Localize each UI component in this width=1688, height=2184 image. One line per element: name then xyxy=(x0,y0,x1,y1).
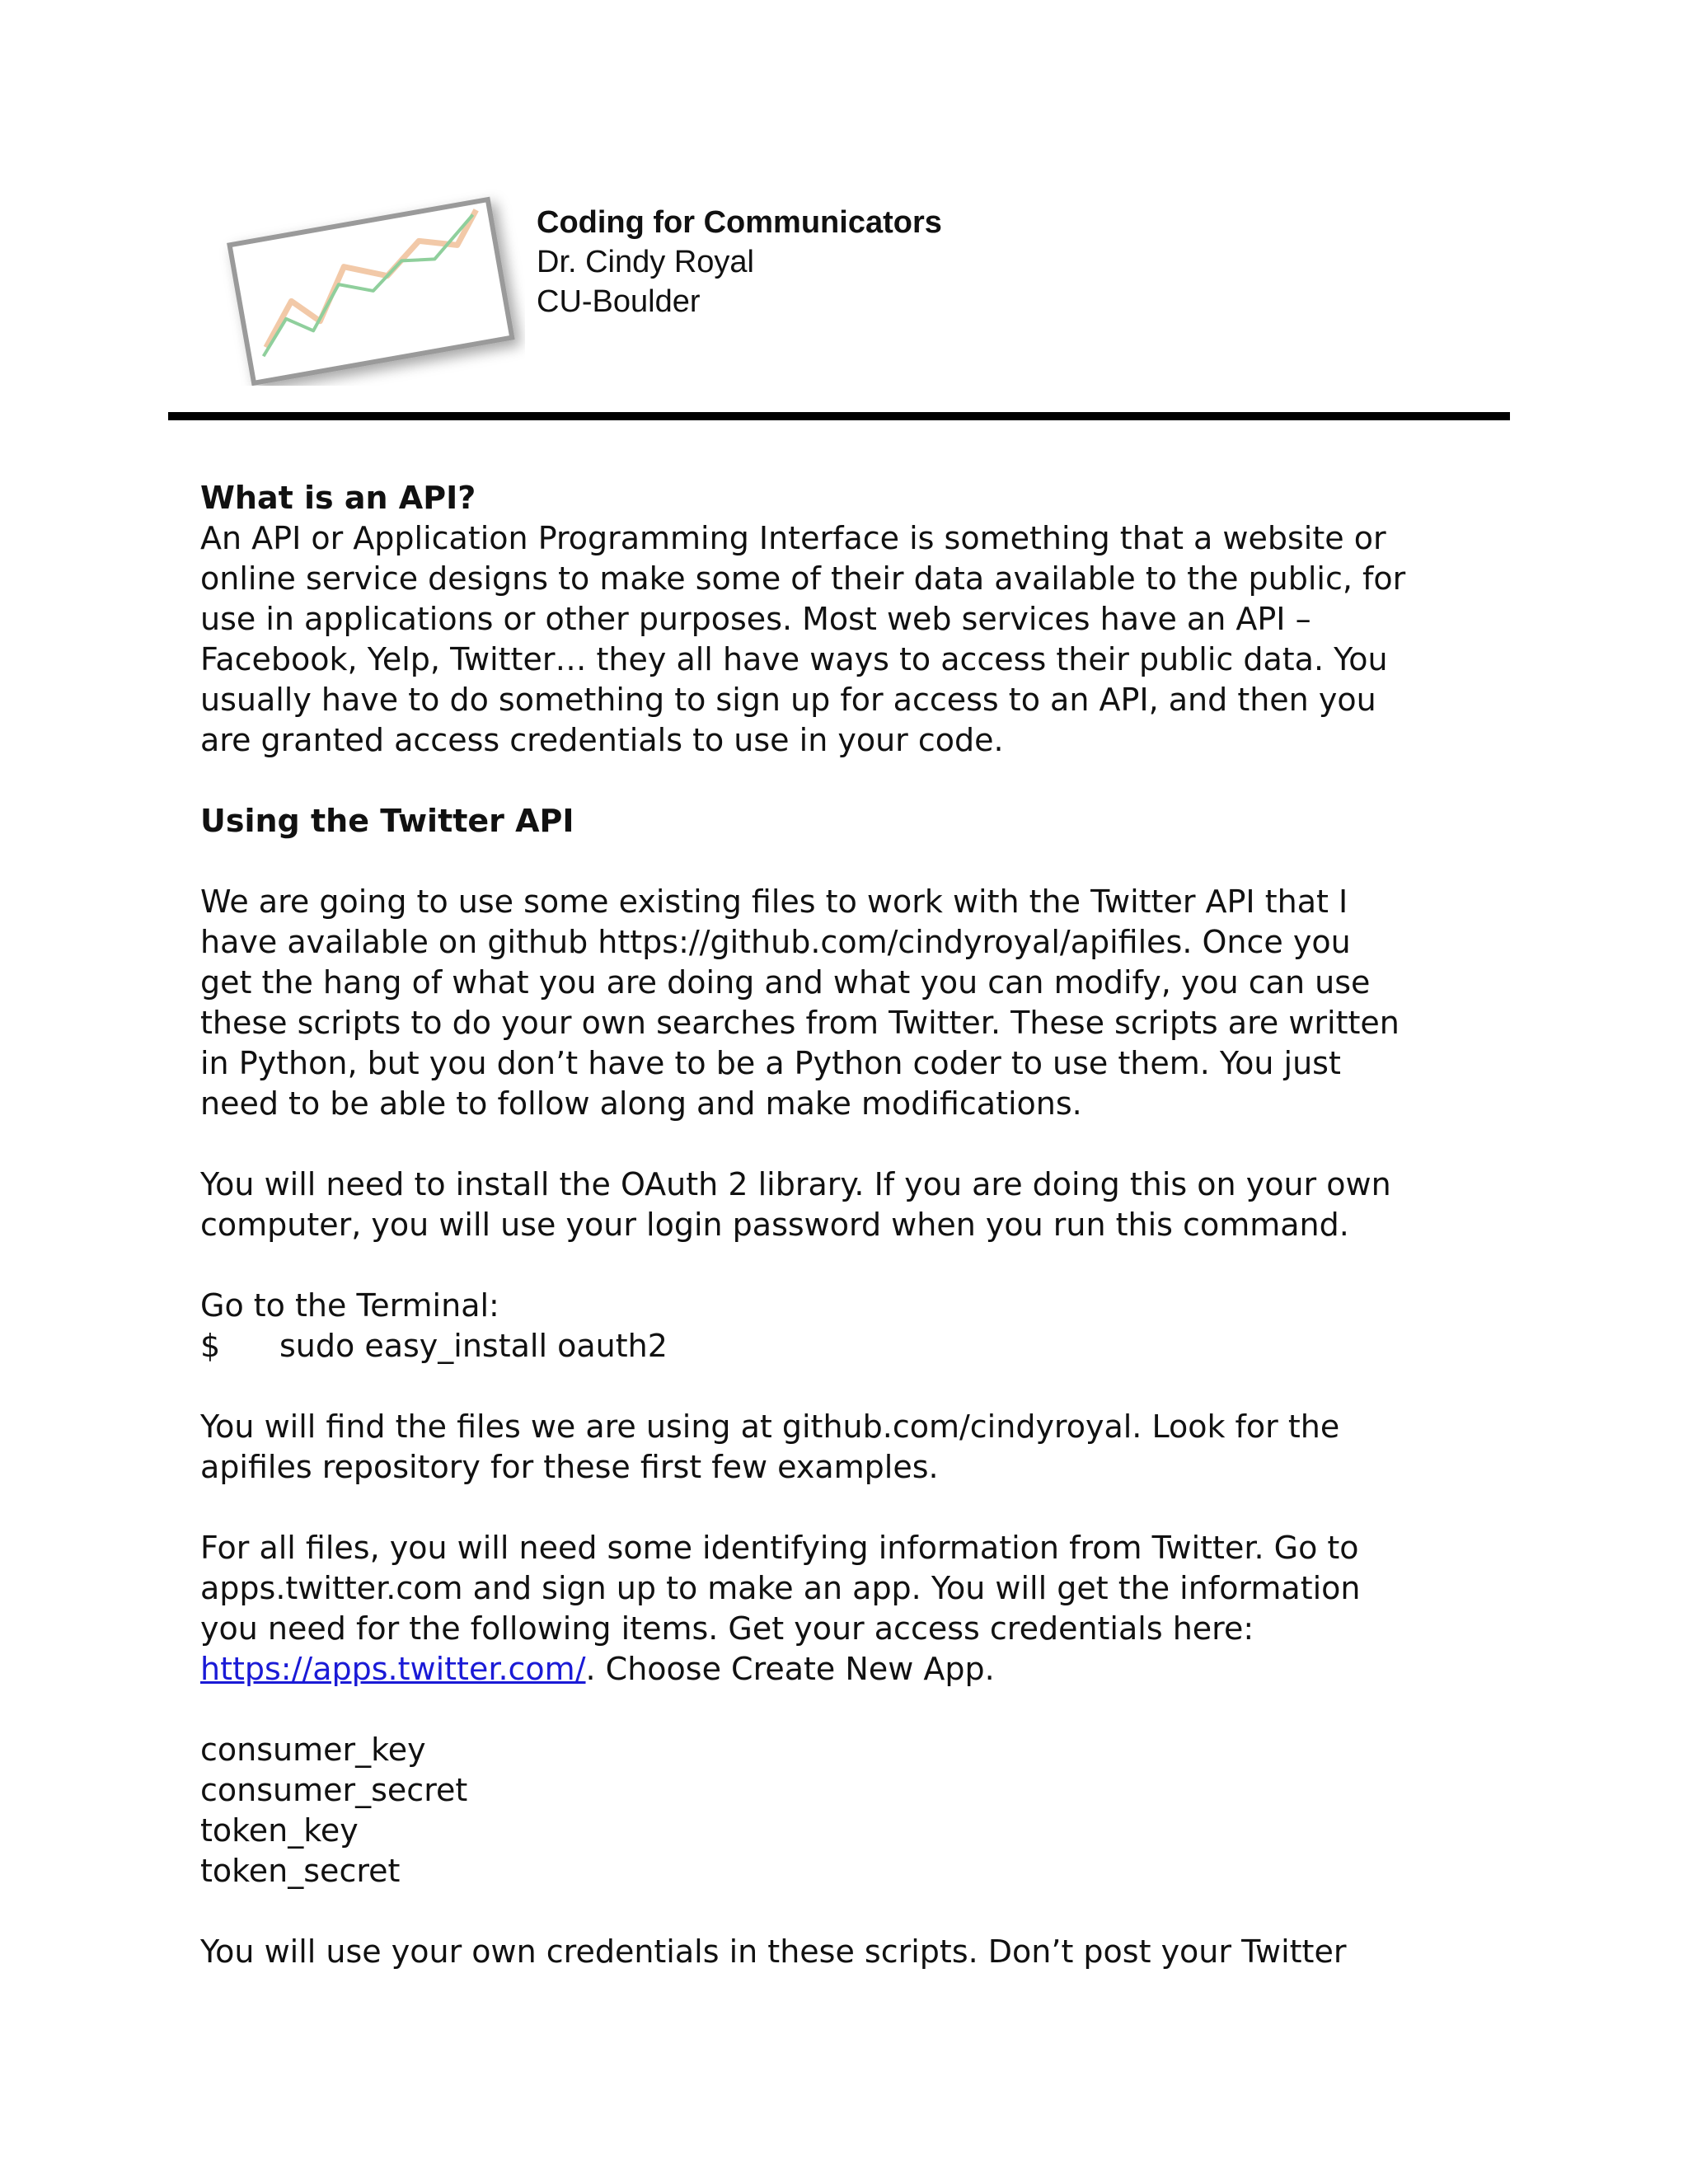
course-title: Coding for Communicators xyxy=(537,205,942,240)
body-line: apps.twitter.com and sign up to make an app. You will get the information xyxy=(200,1570,1361,1606)
body-line: have available on github https://github.com/cindyroyal/apifiles. Once you xyxy=(200,924,1351,960)
terminal-intro: Go to the Terminal: xyxy=(200,1287,499,1324)
body-line: you need for the following items. Get your access credentials here: xyxy=(200,1610,1254,1647)
body-line: An API or Application Programming Interface is something that a website or xyxy=(200,520,1386,556)
body-line: For all files, you will need some identifying information from Twitter. Go to xyxy=(200,1530,1359,1566)
body-line: get the hang of what you are doing and what you can modify, you can use xyxy=(200,964,1371,1001)
course-logo-icon xyxy=(216,188,525,386)
document-body xyxy=(200,478,1503,1972)
header-block xyxy=(537,203,942,321)
body-line: You will use your own credentials in these scripts. Don’t post your Twitter xyxy=(200,1933,1347,1970)
body-line: these scripts to do your own searches from Twitter. These scripts are written xyxy=(200,1005,1400,1041)
credential-item: token_key xyxy=(200,1812,359,1849)
body-line: computer, you will use your login password when you run this command. xyxy=(200,1207,1349,1243)
credential-item: consumer_secret xyxy=(200,1772,468,1808)
section-heading-twitter: Using the Twitter API xyxy=(200,803,574,839)
body-line: You will need to install the OAuth 2 library. If you are doing this on your own xyxy=(200,1166,1391,1202)
body-line: need to be able to follow along and make modifications. xyxy=(200,1085,1082,1122)
twitter-apps-link[interactable]: https://apps.twitter.com/ xyxy=(200,1651,586,1687)
section-heading-api: What is an API? xyxy=(200,480,476,516)
body-line: use in applications or other purposes. Most web services have an API – xyxy=(200,601,1311,637)
credential-item: token_secret xyxy=(200,1853,401,1889)
body-line: Facebook, Yelp, Twitter… they all have ways to access their public data. You xyxy=(200,641,1388,677)
link-line xyxy=(200,1649,1503,1690)
body-line: in Python, but you don’t have to be a Python coder to use them. You just xyxy=(200,1045,1341,1081)
credential-item: consumer_key xyxy=(200,1732,426,1768)
link-suffix: . Choose Create New App. xyxy=(585,1651,995,1687)
institution-name: CU-Boulder xyxy=(537,284,701,319)
author-name: Dr. Cindy Royal xyxy=(537,245,754,279)
shell-prompt: $ xyxy=(200,1328,221,1364)
body-line: are granted access credentials to use in your code. xyxy=(200,722,1004,758)
body-line: We are going to use some existing files to work with the Twitter API that I xyxy=(200,883,1348,920)
body-line: You will find the files we are using at github.com/cindyroyal. Look for the xyxy=(200,1408,1340,1445)
body-line: usually have to do something to sign up for access to an API, and then you xyxy=(200,682,1376,718)
command-text: sudo easy_install oauth2 xyxy=(279,1328,668,1364)
body-line: apifiles repository for these first few examples. xyxy=(200,1449,939,1485)
header-divider xyxy=(168,412,1510,420)
body-line: online service designs to make some of their data available to the public, for xyxy=(200,560,1406,597)
terminal-command xyxy=(200,1326,1503,1366)
